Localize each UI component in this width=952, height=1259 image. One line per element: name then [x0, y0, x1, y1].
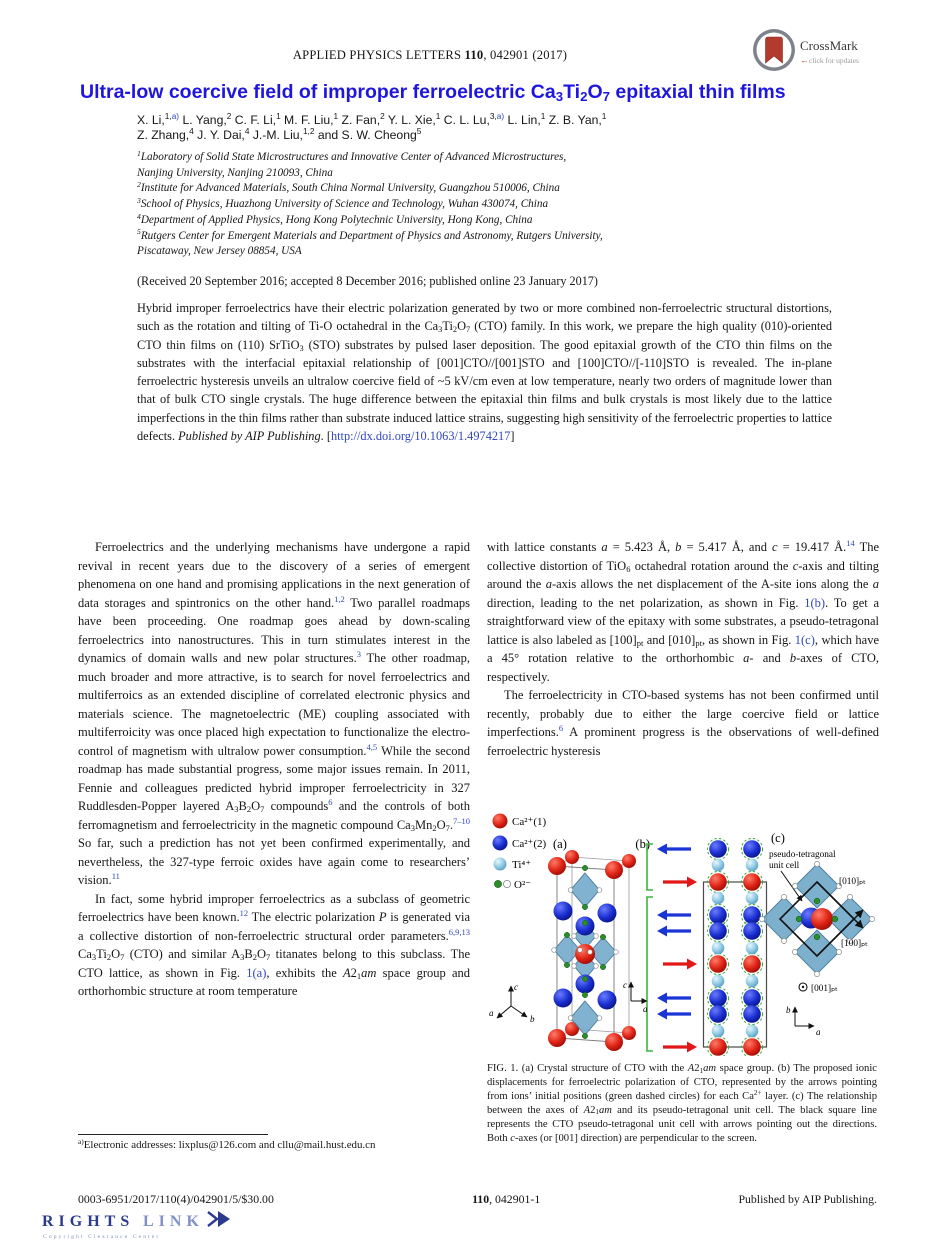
crossmark-arrow-icon: ← [800, 55, 809, 65]
panel-b-ionic-displacements [623, 837, 767, 1056]
affiliation-5: $^5$Rutgers Center for Emergent Materials and Department of Physics and Astronomy, Rutgers University, Piscataway, New Jersey 08854, USA [137, 227, 603, 258]
body-paragraph-1: Ferroelectrics and the underlying mechanisms have undergone a rapid revival in recent years due to the discovery of a series of emergent phenomena on one hand and promising applications in the next generation of data storages and spintronics on the other hand.$^{1,2}$ Two parallel roadmaps have been proceeding. One roadmap goes ahead by down-scaling ferroelectrics into nanostructures. This in turn stimulates interest in the dynamics of domain walls and new polar structures.$^3$ The other roadmap, much broader and more attractive, is to search for novel ferroelectrics and multiferroics as an extended discipline of correlated electronic physics and materials science. The magnetoelectric (ME) coupling associated with multiferroicity was once placed high expectation to functionalize the electro-control of magnetism with ultralow power consumption.$^{4,5}$ While the second roadmap has made substantial progress, some major issues remain. In 2011, Fennie and colleagues predicted hybrid improper ferroelectricity in 327 Ruddlesden-Popper layered $A_3B_2O_7$ compounds$^6$ and the controls of both ferromagnetism and ferroelectricity in the magnetic compound $Ca_3Mn_2O_7.^{7-10}$ So far, such a prediction has not yet been confirmed experimentally, and nevertheless, the 327-type ferroic oxides have again come to researchers’ vision.$^{11}$ [78, 540, 471, 887]
panel-c-label: (c) [771, 831, 785, 845]
rightslink-tagline: Copyright Clearance Center [43, 1234, 161, 1240]
panel-a-axis-c: c [514, 982, 518, 992]
panel-a-axis-a: a [489, 1008, 494, 1018]
legend-ca2-label: Ca²⁺(2) [512, 838, 547, 850]
legend-ti-label: Ti⁴⁺ [512, 859, 532, 871]
author-line-1: X. Li,$^{1,a)}$ L. Yang,$^2$ C. F. Li,$^1$ M. F. Liu,$^1$ Z. Fan,$^2$ Y. L. Xie,$^1$ C. L. Lu,$^{3,a)}$ L. Lin,$^1$ Z. B. Yan,$^1$ [137, 111, 607, 127]
footnote-text: $^{a)}$Electronic addresses: lixplus@126.com and cllu@mail.hust.edu.cn [78, 1136, 376, 1151]
pseudo-cell-annotation-line2: unit cell [769, 861, 800, 871]
figure-1 [487, 804, 877, 1056]
panel-c-axis-b: b [786, 1005, 791, 1015]
panel-b-axis-c: c [623, 980, 627, 990]
abstract: Hybrid improper ferroelectrics have their electric polarization generated by two or more combined non-ferroelectric structural distortions, such as the rotation and tilting of Ti-O octahedral in the $Ca_3Ti_2O_7$ (CTO) family. In this work, we prepare the high quality (010)-oriented CTO thin films on (110) SrTiO$_3$ (STO) substrates by pulsed laser deposition. The good epitaxial growth of the CTO thin films on the substrates with the interfacial epitaxial relationship of [001]CTO//[001]STO and [100]CTO//[-110]STO is revealed. The in-plane ferroelectric hysteresis unveils an ultralow coercive field of ~5 kV/cm even at low temperature, nearly two orders of magnitude lower than that of bulk CTO single crystals. The huge difference between the epitaxial thin films and bulk crystals is most likely due to the lattice imperfections in the thin films rather than substrate induced lattice strains, suggesting high sensitivity of the ferroelectric properties to lattice defects. Published by AIP Publishing. [http://dx.doi.org/10.1063/1.4974217] [137, 301, 832, 444]
author-line-2: Z. Zhang,$^4$ J. Y. Dai,$^4$ J.-M. Liu,$^{1,2}$ and S. W. Cheong$^5$ [137, 126, 422, 142]
figure-legend [493, 814, 567, 892]
affiliation-4: $^4$Department of Applied Physics, Hong Kong Polytechnic University, Hong Kong, China [137, 211, 533, 226]
affiliation-3: $^3$School of Physics, Huazhong University of Science and Technology, Wuhan 430074, China [137, 195, 549, 211]
column-left [78, 538, 470, 1001]
affiliation-1: $^1$Laboratory of Solid State Microstructures and Innovative Center of Advanced Microstructures, Nanjing University, Nanjing 210093, China [137, 148, 567, 179]
footer-publisher: Published by AIP Publishing. [738, 1192, 877, 1206]
crossmark-tagline: click for updates [809, 56, 859, 65]
panel-c-pseudo-tetragonal-cell [759, 831, 874, 1037]
rightslink-rights-text: RIGHTS [42, 1213, 135, 1230]
panel-b-axis-a: a [643, 1004, 648, 1014]
pseudo-cell-annotation-line1: pseudo-tetragonal [769, 850, 836, 860]
panel-a-axis-b: b [530, 1014, 535, 1024]
footnote-rule [78, 1134, 268, 1135]
rightslink-arrow-icon [208, 1211, 230, 1227]
rightslink-link-text: LINK [143, 1213, 204, 1230]
direction-010pt-label: [010]ₚₜ [839, 877, 866, 887]
legend-ca1-label: Ca²⁺(1) [512, 816, 547, 828]
body-paragraph-2: In fact, some hybrid improper ferroelectrics as a subclass of geometric ferroelectrics have been known.$^{12}$ The electric polarization P is generated via a collective distortion of non-ferroelectric structural order parameters.$^{6,9,13}$ $Ca_3Ti_2O_7$ (CTO) and similar $A_3B_2O_7$ titanates belong to this subclass. The CTO lattice, as shown in Fig. 1(a), exhibits the $A2_1am$ space group and orthorhombic structure at room temperature [78, 891, 471, 998]
panel-c-axis-a: a [816, 1027, 821, 1037]
author-list [137, 113, 867, 143]
page-footer [78, 1192, 877, 1207]
affiliation-list [137, 150, 777, 260]
author-footnote [78, 1134, 470, 1151]
page-title: Ultra-low coercive field of improper ferroelectric $Ca_3Ti_2O_7$ epitaxial thin films [80, 81, 786, 105]
panel-a-label: (a) [553, 837, 567, 851]
body-paragraph-4: The ferroelectricity in CTO-based systems has not been confirmed until recently, probably due to either the large coercive field or lattice imperfections.$^6$ A prominent progress is the observations of well-defined ferroelectric hysteresis [487, 688, 879, 758]
affiliation-2: $^2$Institute for Advanced Materials, South China Normal University, Guangzhou 510006, China [137, 180, 560, 195]
legend-o-label: O²⁻ [514, 879, 532, 891]
footer-page-id: 110, 042901-1 [472, 1192, 541, 1206]
crossmark-badge[interactable] [748, 22, 880, 85]
journal-header: APPLIED PHYSICS LETTERS 110, 042901 (2017) [292, 48, 568, 62]
footer-issn: 0003-6951/2017/110(4)/042901/5/$30.00 [78, 1192, 274, 1206]
rightslink-badge[interactable] [42, 1208, 252, 1259]
direction-001pt-label: [001]ₚₜ [811, 984, 838, 994]
direction-100pt-label: [100]ₚₜ [841, 939, 868, 949]
column-right [487, 538, 879, 760]
panel-a-crystal-structure [489, 850, 636, 1051]
crossmark-name: CrossMark [800, 38, 858, 53]
body-paragraph-3: with lattice constants a = 5.423 Å, b = 5.417 Å, and c = 19.417 Å.$^{14}$ The collective distortion of TiO$_6$ octahedral rotation around the c-axis and tilting around the a-axis allows the net displacement of the A-site ions along the a direction, leading to the net polarization, as shown in Fig. 1(b). To get a straightforward view of the epitaxy with some substrates, a pseudo-tetragonal lattice is also labeled as $[100]_{pt}$ and $[010]_{pt}$, as shown in Fig. 1(c), which have a 45° rotation relative to the orthorhombic a- and b-axes of CTO, respectively. [487, 538, 880, 684]
crossmark-logo-icon [753, 29, 795, 71]
received-dates: (Received 20 September 2016; accepted 8 December 2016; published online 23 January 2017) [137, 274, 598, 288]
panel-b-label: (b) [635, 837, 650, 851]
figure-1-caption: FIG. 1. (a) Crystal structure of CTO with the $A2_1am$ space group. (b) The proposed ionic displacements for ferroelectric polarization of CTO, represented by the arrows pointing from ions’ initial positions (green dashed circles) for each $Ca^{2+}$ layer. (c) The relationship between the axes of $A2_1am$ and its pseudo-tetragonal unit cell. The black square line represents the CTO pseudo-tetragonal unit cell with arrows pointing out the directions. Both c-axes (or [001] direction) are perpendicular to the screen. [487, 1063, 877, 1144]
